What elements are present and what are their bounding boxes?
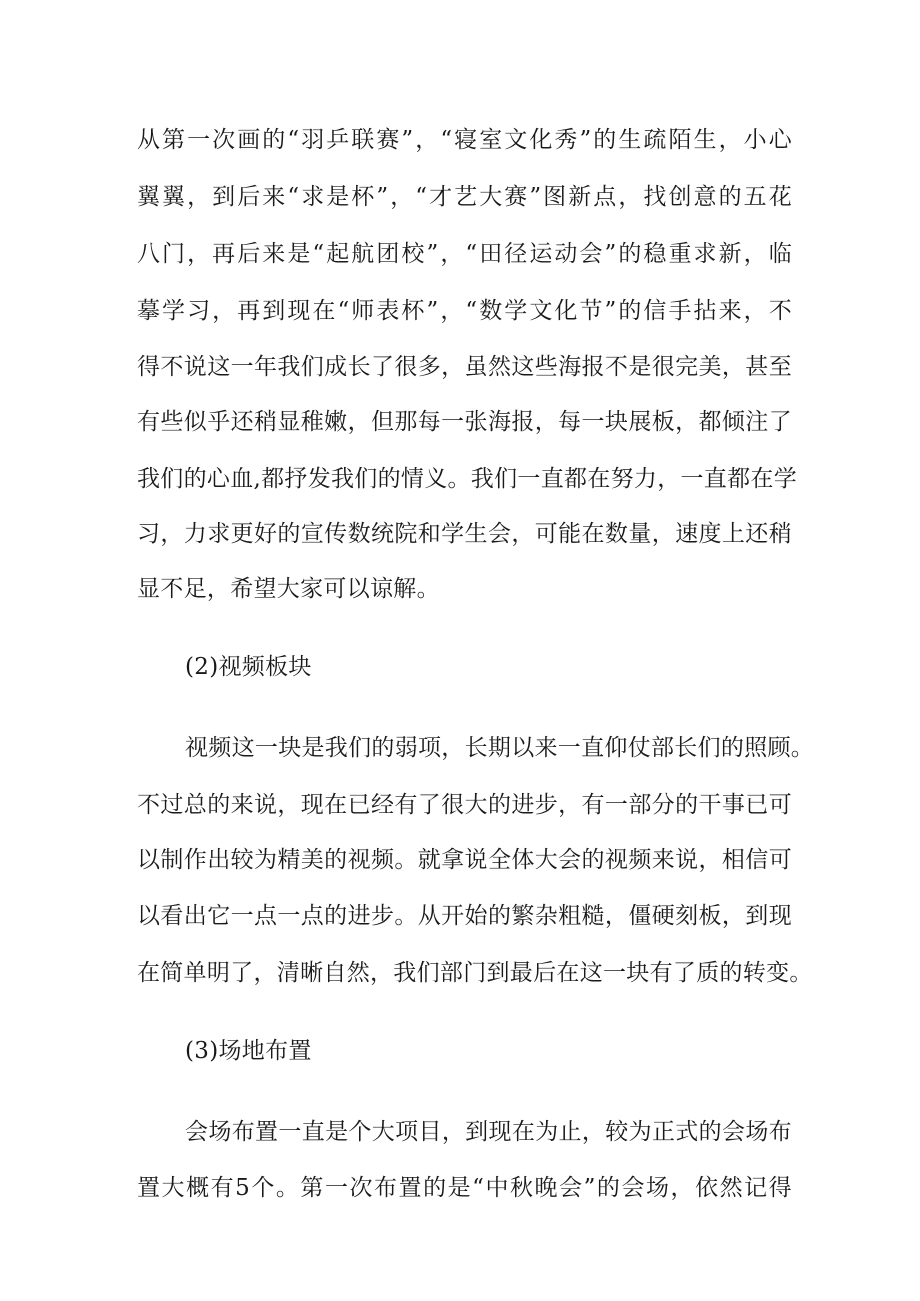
paragraph-line: 有些似乎还稍显稚嫩，但那每一张海报，每一块展板，都倾注了: [137, 409, 792, 435]
paragraph-line: 视频这一块是我们的弱项，长期以来一直仰仗部长们的照顾。: [185, 735, 815, 761]
paragraph-line: 习，力求更好的宣传数统院和学生会，可能在数量，速度上还稍: [137, 521, 792, 547]
paragraph-line: 我们的心血,都抒发我们的情义。我们一直都在努力，一直都在学: [137, 466, 798, 492]
section-heading: (3)场地布置: [185, 1038, 312, 1064]
paragraph-line: 显不足，希望大家可以谅解。: [137, 576, 440, 602]
section-heading: (2)视频板块: [185, 654, 312, 680]
paragraph-line: 翼翼，到后来“求是杯”，“才艺大赛”图新点，找创意的五花: [137, 184, 792, 210]
paragraph-line: 在简单明了，清晰自然，我们部门到最后在这一块有了质的转变。: [137, 960, 813, 986]
paragraph-line: 八门，再后来是“起航团校”，“田径运动会”的稳重求新，临: [137, 241, 792, 267]
paragraph-line: 置大概有5个。第一次布置的是“中秋晚会”的会场，依然记得: [137, 1175, 792, 1201]
paragraph-line: 摹学习，再到现在“师表杯”，“数学文化节”的信手拈来，不: [137, 298, 792, 324]
paragraph-line: 以制作出较为精美的视频。就拿说全体大会的视频来说，相信可: [137, 847, 792, 873]
paragraph-line: 从第一次画的“羽乒联赛”，“寝室文化秀”的生疏陌生，小心: [137, 127, 792, 153]
paragraph-line: 会场布置一直是个大项目，到现在为止，较为正式的会场布: [185, 1119, 792, 1145]
paragraph-line: 得不说这一年我们成长了很多，虽然这些海报不是很完美，甚至: [137, 354, 792, 380]
paragraph-line: 以看出它一点一点的进步。从开始的繁杂粗糙，僵硬刻板，到现: [137, 903, 792, 929]
paragraph-line: 不过总的来说，现在已经有了很大的进步，有一部分的干事已可: [137, 792, 792, 818]
